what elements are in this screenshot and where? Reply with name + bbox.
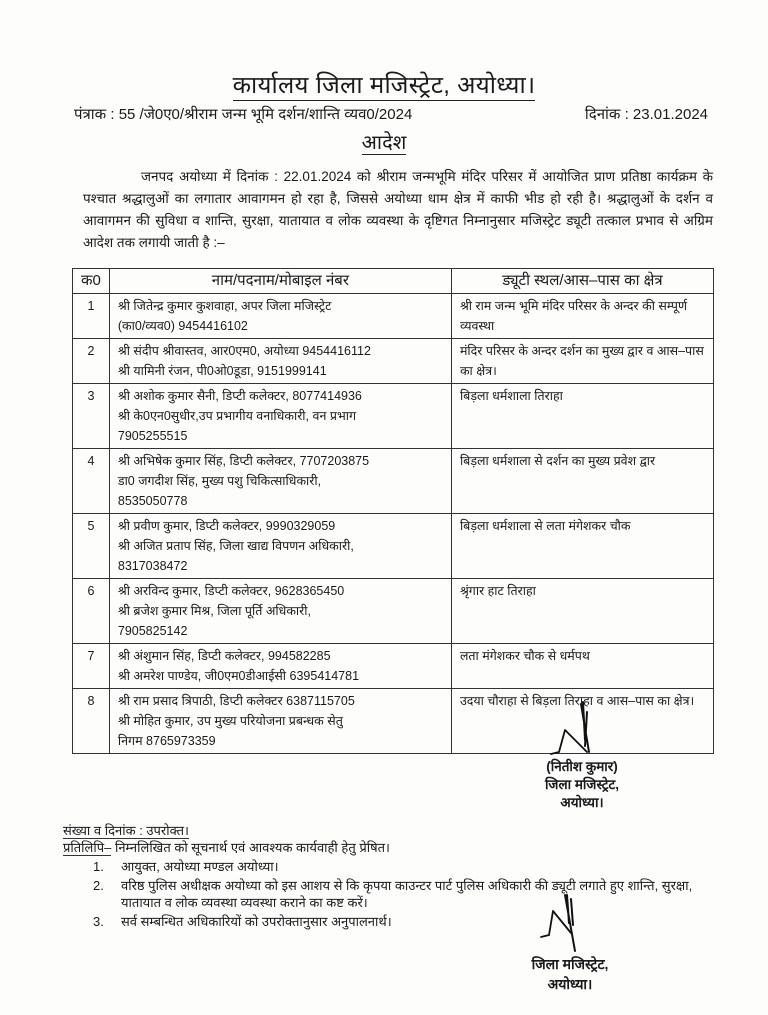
place-cell: श्रृंगार हाट तिराहा (451, 579, 713, 644)
signatory-designation: जिला मजिस्ट्रेट, (544, 777, 620, 792)
list-item: 1. आयुक्त, अयोध्या मण्डल अयोध्या। (93, 859, 279, 874)
cc-text: निम्नलिखित को सूचनार्थ एवं आवश्यक कार्यवाही हेतु प्रेषित। (111, 840, 390, 855)
place-cell: उदया चौराहा से बिड़ला तिराहा व आस–पास का क्षेत्र। (451, 689, 713, 754)
place-cell: बिड़ला धर्मशाला से लता मंगेशकर चौक (451, 514, 713, 579)
place-cell: श्री राम जन्म भूमि मंदिर परिसर के अन्दर की सम्पूर्ण व्यवस्था (451, 294, 713, 339)
list-item: 2. वरिष्ठ पुलिस अधीक्षक अयोध्या को इस आशय से कि कृपया काउन्टर पार्ट पुलिस अधिकारी की ड्यूटी लगाते हुए शान्ति, सुरक्षा, यातायात व लोक व्यवस्था व्यवस्था कराने का कष्ट करें। (93, 878, 693, 910)
cc-label: प्रतिलिपि– (63, 840, 112, 855)
table-row (73, 339, 714, 384)
names-cell: श्री अंशुमान सिंह, डिप्टी कलेक्टर, 994582285 श्री अमरेश पाण्डेय, जी0एम0डीआईसी 6395414781 (109, 644, 451, 689)
table-row (73, 384, 714, 449)
reference-number: पंत्राक : 55 /जे0ए0/श्रीराम जन्म भूमि दर्शन/शान्ति व्यव0/2024 (74, 106, 413, 123)
duty-table (72, 268, 714, 754)
names-cell: श्री अभिषेक कुमार सिंह, डिप्टी कलेक्टर, 7707203875 डा0 जगदीश सिंह, मुख्य पशु चिकित्साधिकारी, 8535050778 (109, 449, 451, 514)
names-cell: श्री प्रवीण कुमार, डिप्टी कलेक्टर, 9990329059 श्री अजित प्रताप सिंह, जिला खाद्य विपणन अधिकारी, 8317038472 (109, 514, 451, 579)
header-serial: क0 (73, 269, 110, 294)
serial-cell: 3 (73, 384, 110, 449)
table-row (73, 514, 714, 579)
signatory-designation: जिला मजिस्ट्रेट, (531, 956, 609, 972)
table-row (73, 689, 714, 754)
signatory-place: अयोध्या। (560, 795, 604, 810)
order-paragraph: जनपद अयोध्या में दिनांक : 22.01.2024 को श्रीराम जन्मभूमि मंदिर परिसर में आयोजित प्राण प्रतिष्ठा कार्यक्रम के पश्चात श्रद्धालुओं का लगातार आवागमन हो रहा है, जिससे अयोध्या धाम क्षेत्र में काफी भीड हो रही है। श्रद्धालुओं के दर्शन व आवागमन की सुविधा व शान्ति, सुरक्षा, यातायात व लोक व्यवस्था के दृष्टिगत निम्नानुसार मजिस्ट्रेट ड्यूटी तत्काल प्रभाव से अग्रिम आदेश तक लगायी जाती है :– (83, 169, 713, 250)
serial-cell: 8 (73, 689, 110, 754)
names-cell: श्री जितेन्द्र कुमार कुशवाहा, अपर जिला मजिस्ट्रेट (का0/व्यव0) 9454416102 (109, 294, 451, 339)
serial-cell: 7 (73, 644, 110, 689)
serial-cell: 1 (73, 294, 110, 339)
signatory-place: अयोध्या। (547, 976, 593, 992)
signature-block (512, 758, 652, 812)
copy-section (63, 822, 723, 932)
names-cell: श्री अरविन्द कुमार, डिप्टी कलेक्टर, 9628365450 श्री ब्रजेश कुमार मिश्र, जिला पूर्ति अधिकारी, 7905825142 (109, 579, 451, 644)
serial-cell: 6 (73, 579, 110, 644)
serial-cell: 4 (73, 449, 110, 514)
signature-mark-icon (535, 893, 595, 963)
names-cell: श्री अशोक कुमार सैनी, डिप्टी कलेक्टर, 8077414936 श्री के0एन0सुधीर,उप प्रभागीय वनाधिकारी, वन प्रभाग 7905255515 (109, 384, 451, 449)
cc-list (63, 858, 723, 930)
place-cell: लता मंगेशकर चौक से धर्मपथ (451, 644, 713, 689)
order-heading: आदेश (361, 132, 407, 154)
signature-block-2 (500, 954, 640, 994)
order-date: दिनांक : 23.01.2024 (584, 106, 708, 123)
place-cell: बिड़ला धर्मशाला से दर्शन का मुख्य प्रवेश द्वार (451, 449, 713, 514)
table-row (73, 449, 714, 514)
names-cell: श्री राम प्रसाद त्रिपाठी, डिप्टी कलेक्टर 6387115705 श्री मोहित कुमार, उप मुख्य परियोजना प्रबन्धक सेतु निगम 8765973359 (109, 689, 451, 754)
table-row (73, 294, 714, 339)
serial-cell: 5 (73, 514, 110, 579)
names-cell: श्री संदीप श्रीवास्तव, आर0एम0, अयोध्या 9454416112 श्री यामिनी रंजन, पी0ओ0डूडा, 9151999141 (109, 339, 451, 384)
reference-line (74, 104, 728, 124)
number-date-line: संख्या व दिनांक : उपरोक्त। (63, 823, 189, 838)
office-title: कार्यालय जिला मजिस्ट्रेट, अयोध्या। (232, 72, 536, 99)
table-row (73, 579, 714, 644)
table-row (73, 644, 714, 689)
cc-line (63, 839, 723, 856)
header-names: नाम/पदनाम/मोबाइल नंबर (109, 269, 451, 294)
place-cell: बिड़ला धर्मशाला तिराहा (451, 384, 713, 449)
header-place: ड्यूटी स्थल/आस–पास का क्षेत्र (451, 269, 713, 294)
serial-cell: 2 (73, 339, 110, 384)
place-cell: मंदिर परिसर के अन्दर दर्शन का मुख्य द्वार व आस–पास का क्षेत्र। (451, 339, 713, 384)
list-item: 3. सर्व सम्बन्धित अधिकारियों को उपरोक्तानुसार अनुपालनार्थ। (93, 914, 392, 929)
signatory-name: (नितीश कुमार) (546, 759, 618, 774)
table-header-row (73, 269, 714, 294)
